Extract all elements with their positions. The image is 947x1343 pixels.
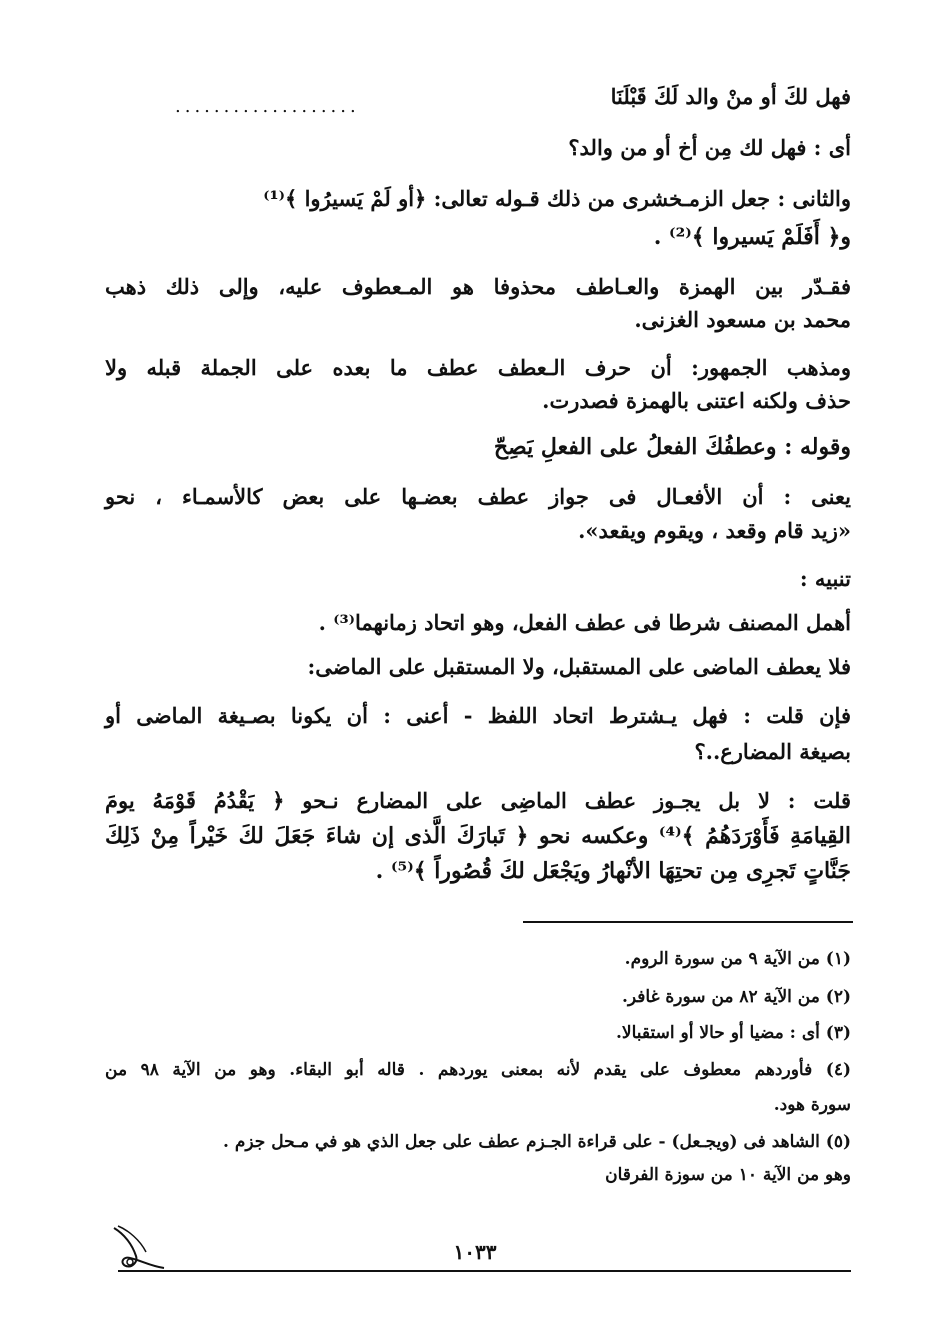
text-line: أهمل المصنف شرطا فى عطف الفعل، وهو اتحاد زمانهما⁽³⁾ . [318,610,851,635]
text-line: جَنَّاتٍ تَجرِى مِن تحتِهَا الأنْهارُ ويَجْعَل لكَ قُصُوراً ﴾⁽⁵⁾ . [375,858,851,884]
bottom-rule [118,1270,851,1272]
text-line: و﴿ أَفَلَمْ يَسيروا ﴾⁽²⁾ . [653,224,851,250]
text-line: فإن قلت : فهل يـشترط اتحاد اللفظ - أعنى : أن يكونا بصـيغة الماضى أو [105,703,851,728]
footnote-continuation: وهو من الآية ١٠ من سوزة الفرقان [605,1165,851,1185]
section-heading: تنبيه : [799,566,851,591]
footnote: (٢) من الآية ٨٢ من سورة غافر. [621,987,851,1007]
text-line: قلت : لا بل يجـوز عطف الماضِى على المضارع نـحو ﴿ يَقْدُمُ قَوْمَهُ يومَ [105,788,851,813]
verse-line: فهل لكَ أو منْ والد لَكَ قَبْلَنَا [610,84,851,109]
page-number: ١٠٣٣ [453,1240,497,1264]
text-line: والثانى : جعل الزمـخشرى من ذلك قـوله تعالى: ﴿أو لَمْ يَسيرُوا ﴾⁽¹⁾ [263,186,851,211]
footnote: (١) من الآية ٩ من سورة الروم. [624,949,851,969]
text-line: ومذهب الجمهور: أن حرف الـعطف عطف ما بعده على الجملة قبله ولا [105,355,851,380]
footnote: (٥) الشاهد فى (ويجـعل) - على قراءة الجـزم عطف على جعل الذي هو في مـحل جزم . [223,1132,851,1152]
text-line: فقـدّر بين الهمزة والعـاطف محذوفا هو المـعطوف عليه، وإلى ذلك ذهب [105,274,851,299]
footnote-divider [523,921,853,923]
text-line: فلا يعطف الماضى على المستقبل، ولا المستقبل على الماضى: [307,654,851,679]
text-line: بصيغة المضارع..؟ [694,739,851,764]
text-line: القِيامَةِ فَأَوْرَدَهُمُ ﴾⁽⁴⁾ وعكسه نحو ﴿ تَبارَكَ الَّذى إن شاءَ جَعَلَ لكَ خَيْراً مِنْ ذَلِكَ [105,823,851,849]
dotted-leader: ................... [175,96,360,117]
handwritten-signature-icon [110,1222,170,1272]
text-line: أى : فهل لك مِن أخ أو من والد؟ [568,135,851,160]
text-line: محمد بن مسعود الغزنى. [634,307,851,332]
footnote: (٤) فأوردهم معطوف على يقدم لأنه بمعنى يوردهم . قاله أبو البقاء. وهو من الآية ٩٨ من [105,1060,851,1080]
text-line: «زيد قام وقعد ، ويقوم ويقعد». [578,518,851,543]
footnote: (٣) أى : مضيا أو حالا أو استقبالا. [616,1023,851,1043]
verse-line: وقوله : وعطفُكَ الفعلُ على الفعلِ يَصِحّ [493,434,851,460]
text-line: حذف ولكنه اعتنى بالهمزة فصدرت. [542,388,851,413]
text-line: يعنى : أن الأفعـال فى جواز عطف بعضـها على بعض كالأسمـاء ، نحو [105,484,851,509]
footnote-continuation: سورة هود. [773,1095,851,1115]
